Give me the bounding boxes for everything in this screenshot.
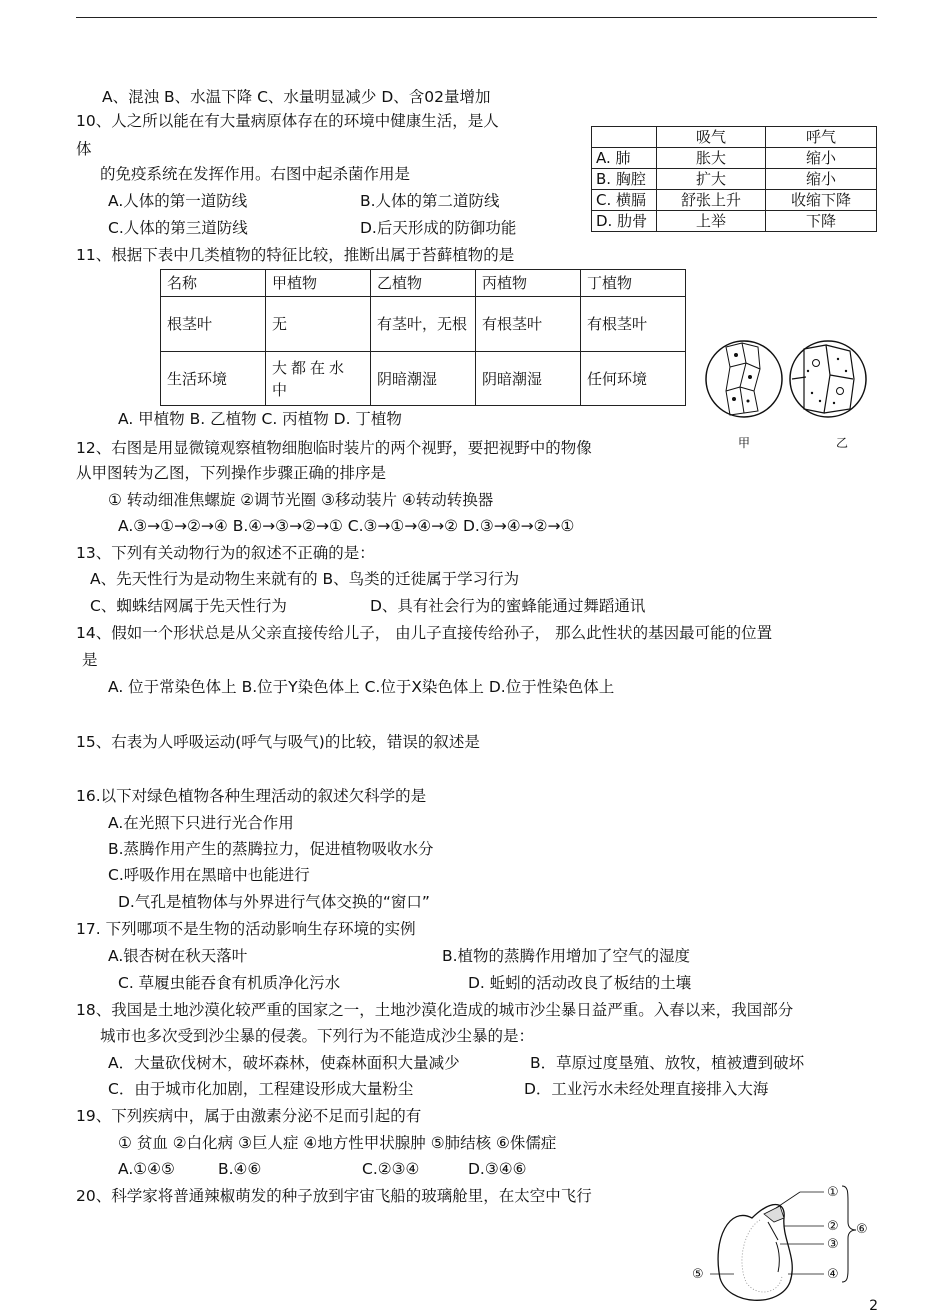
q16-option-c: C.呼吸作用在黑暗中也能进行 — [108, 866, 310, 884]
plant-comparison-table — [160, 269, 686, 406]
q16-option-b: B.蒸腾作用产生的蒸腾拉力，促进植物吸收水分 — [108, 840, 434, 858]
q10-stem-line1: 10、人之所以能在有大量病原体存在的环境中健康生活，是人 — [76, 112, 499, 130]
table-cell: 丙植物 — [476, 270, 581, 297]
seed-label-1: ① — [827, 1185, 839, 1200]
q16-option-d: D.气孔是植物体与外界进行气体交换的“窗口” — [118, 893, 430, 911]
q14-stem-line1: 14、假如一个形状总是从父亲直接传给儿子， 由儿子直接传给孙子， 那么此性状的基因最可能的位置 — [76, 624, 773, 642]
q19-items: ① 贫血 ②白化病 ③巨人症 ④地方性甲状腺肿 ⑤肺结核 ⑥侏儒症 — [118, 1134, 557, 1152]
q20-stem: 20、科学家将普通辣椒萌发的种子放到宇宙飞船的玻璃舱里，在太空中飞行 — [76, 1187, 592, 1205]
q12-stem-line1: 12、右图是用显微镜观察植物细胞临时装片的两个视野，要把视野中的物像 — [76, 439, 592, 457]
q10-stem-line2: 体 — [76, 140, 92, 158]
q15-stem: 15、右表为人呼吸运动(呼气与吸气)的比较，错误的叙述是 — [76, 733, 480, 751]
q12-stem-line2: 从甲图转为乙图，下列操作步骤正确的排序是 — [76, 464, 387, 482]
q17-option-d: D. 蚯蚓的活动改良了板结的土壤 — [468, 974, 692, 992]
table-cell: 丁植物 — [581, 270, 686, 297]
breathing-comparison-table — [591, 126, 877, 232]
table-row — [161, 297, 686, 352]
q10-option-d: D.后天形成的防御功能 — [360, 219, 517, 237]
table-cell: 甲植物 — [266, 270, 371, 297]
q16-stem: 16.以下对绿色植物各种生理活动的叙述欠科学的是 — [76, 787, 427, 805]
table-cell: 有根茎叶 — [581, 297, 686, 352]
table-cell: 吸气 — [657, 127, 766, 148]
q19-option-b: B.④⑥ — [218, 1160, 262, 1178]
table-cell — [592, 127, 657, 148]
q12-steps: ① 转动细准焦螺旋 ②调节光圈 ③移动装片 ④转动转换器 — [108, 491, 494, 509]
table-cell: A. 肺 — [592, 148, 657, 169]
q14-stem-line2: 是 — [82, 651, 98, 669]
q9-options: A、混浊 B、水温下降 C、水量明显减少 D、含02量增加 — [102, 88, 491, 106]
seed-label-2: ② — [827, 1219, 839, 1234]
table-row — [592, 169, 877, 190]
field-label-a: 甲 — [738, 436, 751, 450]
table-cell: 下降 — [766, 211, 877, 232]
table-cell: 无 — [266, 297, 371, 352]
table-cell: 大都在水中 — [266, 352, 371, 406]
q19-option-a: A.①④⑤ — [118, 1160, 175, 1178]
q13-options-ab: A、先天性行为是动物生来就有的 B、鸟类的迁徙属于学习行为 — [90, 570, 520, 588]
field-of-view-a — [706, 341, 782, 417]
table-cell: 有茎叶，无根 — [371, 297, 476, 352]
seed-diagram — [690, 1178, 880, 1308]
q12-options: A.③→①→②→④ B.④→③→②→① C.③→①→④→② D.③→④→②→① — [118, 517, 575, 535]
q10-option-c: C.人体的第三道防线 — [108, 219, 248, 237]
table-cell: 阴暗潮湿 — [371, 352, 476, 406]
q10-option-a: A.人体的第一道防线 — [108, 192, 248, 210]
q18-option-d: D．工业污水未经处理直接排入大海 — [524, 1080, 769, 1098]
q19-stem: 19、下列疾病中，属于由激素分泌不足而引起的有 — [76, 1107, 422, 1125]
q11-stem: 11、根据下表中几类植物的特征比较，推断出属于苔藓植物的是 — [76, 246, 515, 264]
table-cell: B. 胸腔 — [592, 169, 657, 190]
table-header-row — [161, 270, 686, 297]
table-cell: C. 横膈 — [592, 190, 657, 211]
table-cell: 生活环境 — [161, 352, 266, 406]
table-row — [592, 211, 877, 232]
q10-stem-line3: 的免疫系统在发挥作用。右图中起杀菌作用是 — [100, 165, 411, 183]
field-label-b: 乙 — [836, 436, 849, 450]
table-cell: 扩大 — [657, 169, 766, 190]
table-row — [161, 352, 686, 406]
q13-stem: 13、下列有关动物行为的叙述不正确的是： — [76, 544, 375, 562]
seed-label-5: ⑤ — [692, 1267, 704, 1282]
q18-stem-line2: 城市也多次受到沙尘暴的侵袭。下列行为不能造成沙尘暴的是： — [100, 1027, 535, 1045]
table-cell: 舒张上升 — [657, 190, 766, 211]
table-cell: 胀大 — [657, 148, 766, 169]
q13-option-d: D、具有社会行为的蜜蜂能通过舞蹈通讯 — [370, 597, 646, 615]
q16-option-a: A.在光照下只进行光合作用 — [108, 814, 294, 832]
q17-stem: 17. 下列哪项不是生物的活动影响生存环境的实例 — [76, 920, 416, 938]
q10-option-b: B.人体的第二道防线 — [360, 192, 500, 210]
q18-stem-line1: 18、我国是土地沙漠化较严重的国家之一，土地沙漠化造成的城市沙尘暴日益严重。入春以来，我国部分 — [76, 1001, 794, 1019]
seed-label-3: ③ — [827, 1237, 839, 1252]
q18-option-b: B．草原过度垦殖、放牧，植被遭到破坏 — [530, 1054, 805, 1072]
table-cell: 阴暗潮湿 — [476, 352, 581, 406]
header-rule — [76, 17, 877, 18]
table-cell: 乙植物 — [371, 270, 476, 297]
q14-options: A. 位于常染色体上 B.位于Y染色体上 C.位于X染色体上 D.位于性染色体上 — [108, 678, 615, 696]
q19-option-d: D.③④⑥ — [468, 1160, 527, 1178]
table-cell: 呼气 — [766, 127, 877, 148]
q11-options: A. 甲植物 B. 乙植物 C. 丙植物 D. 丁植物 — [118, 410, 402, 428]
field-of-view-b — [790, 341, 866, 417]
table-cell: 收缩下降 — [766, 190, 877, 211]
table-cell: D. 肋骨 — [592, 211, 657, 232]
q19-option-c: C.②③④ — [362, 1160, 420, 1178]
q17-option-c: C. 草履虫能吞食有机质净化污水 — [118, 974, 341, 992]
q13-option-c: C、蜘蛛结网属于先天性行为 — [90, 597, 287, 615]
table-row — [592, 148, 877, 169]
q17-option-a: A.银杏树在秋天落叶 — [108, 947, 248, 965]
table-cell: 缩小 — [766, 148, 877, 169]
q18-option-c: C．由于城市化加剧，工程建设形成大量粉尘 — [108, 1080, 414, 1098]
table-cell: 任何环境 — [581, 352, 686, 406]
q18-option-a: A．大量砍伐树木，破坏森林，使森林面积大量减少 — [108, 1054, 460, 1072]
q17-option-b: B.植物的蒸腾作用增加了空气的湿度 — [442, 947, 691, 965]
table-cell: 有根茎叶 — [476, 297, 581, 352]
table-cell: 上举 — [657, 211, 766, 232]
table-header-row — [592, 127, 877, 148]
table-cell: 名称 — [161, 270, 266, 297]
page-number: 2 — [869, 1298, 878, 1314]
table-cell: 根茎叶 — [161, 297, 266, 352]
table-cell: 缩小 — [766, 169, 877, 190]
seed-label-6: ⑥ — [856, 1222, 868, 1237]
seed-label-4: ④ — [827, 1267, 839, 1282]
table-row — [592, 190, 877, 211]
